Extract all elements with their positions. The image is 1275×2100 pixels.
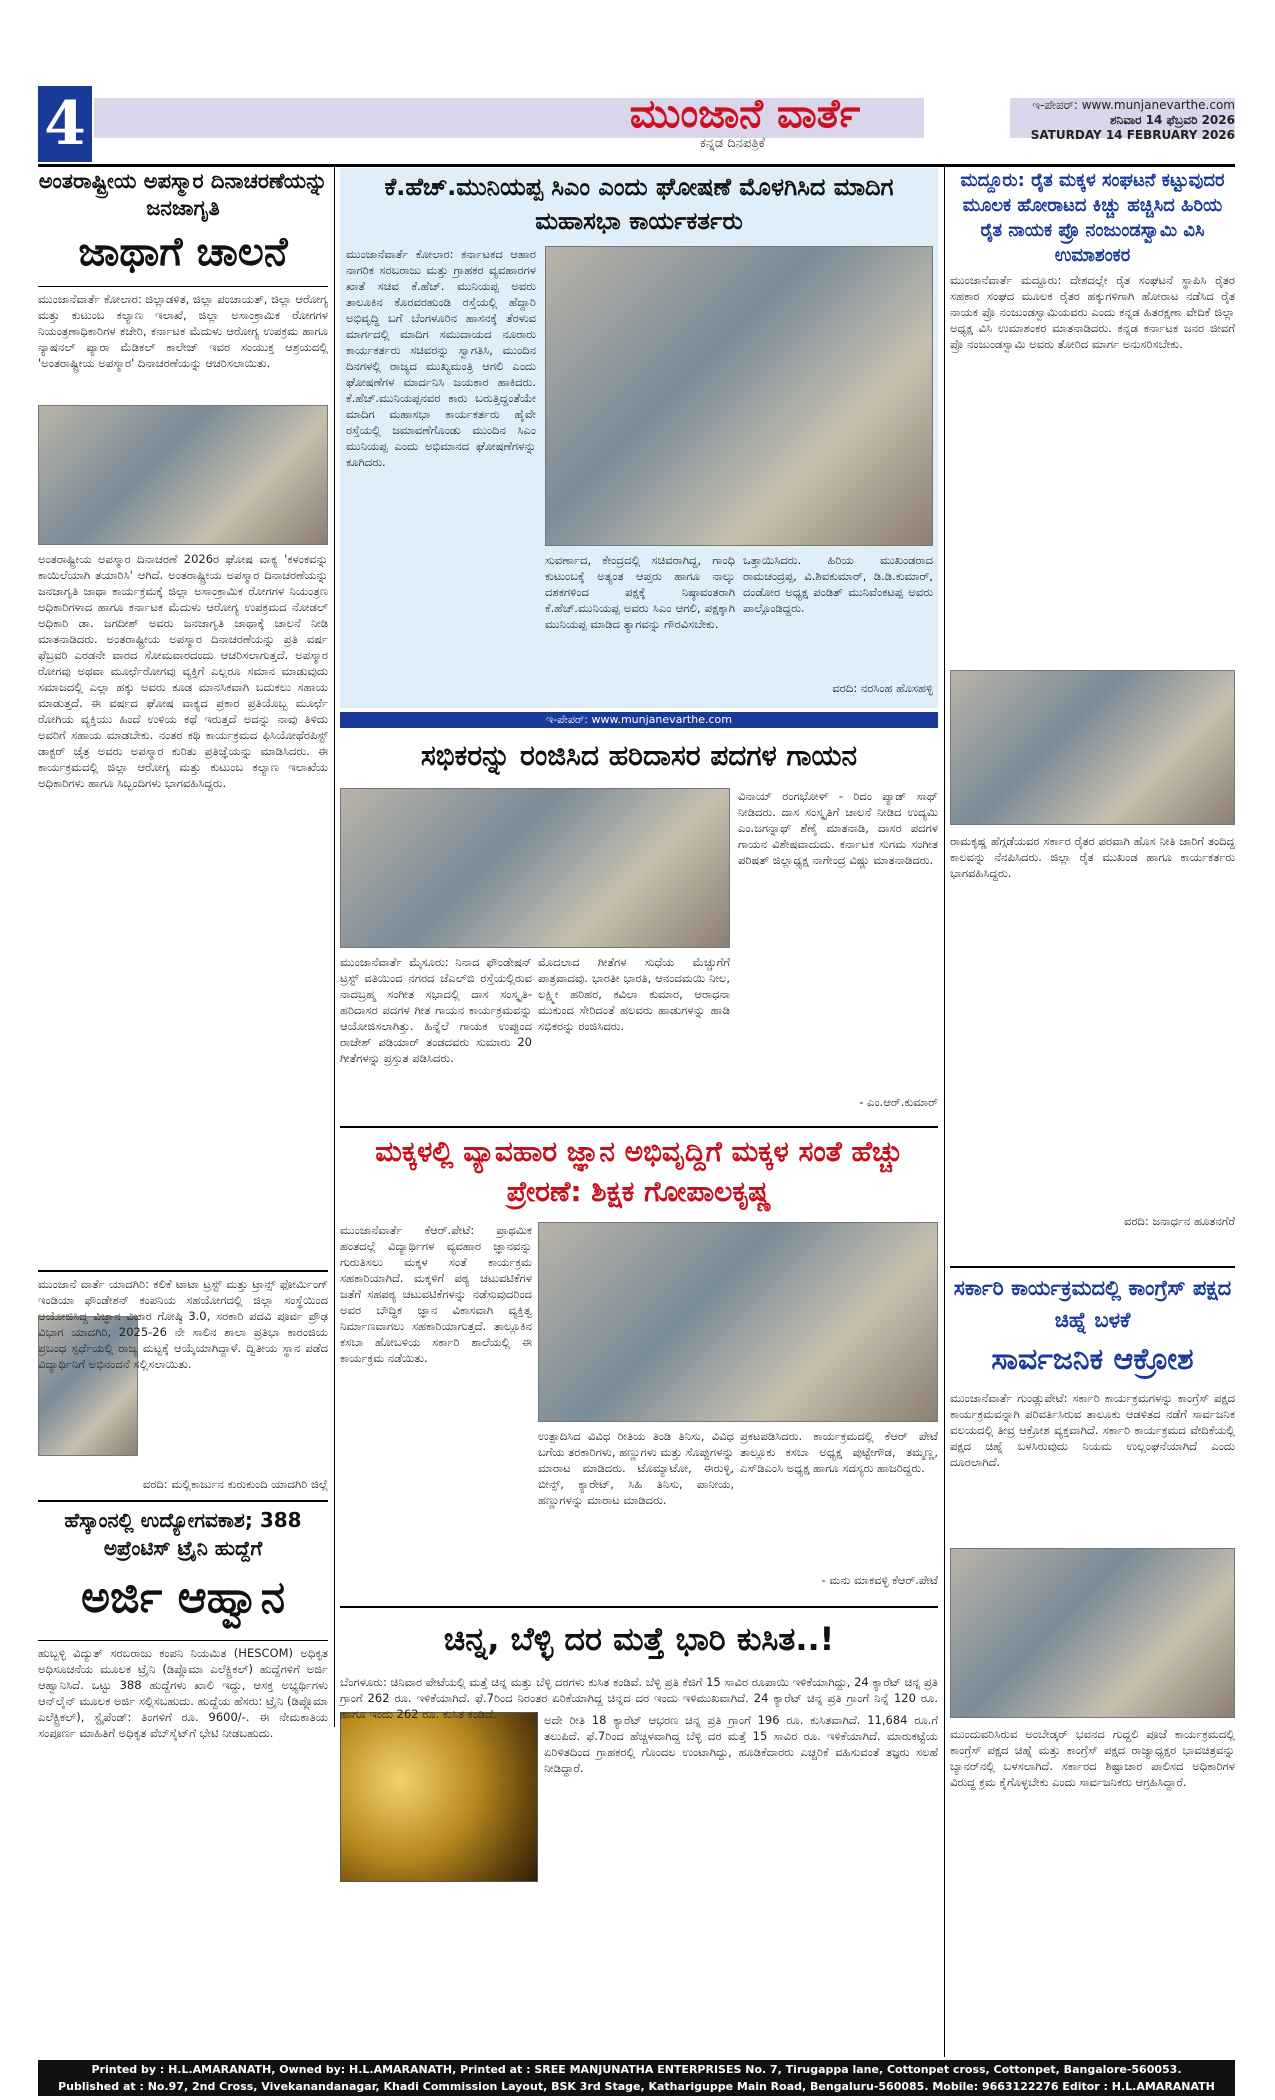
haridasa-photo	[340, 788, 730, 948]
farmers-article	[950, 168, 1235, 1248]
congress-headline-big: ಸಾರ್ವಜನಿಕ ಆಕ್ರೋಶ	[991, 1342, 1194, 1377]
student-article	[38, 1276, 328, 1496]
shikshaka-body: ಮುಂಜಾನೆವಾರ್ತೆ ಕೆಆರ್.ಪೇಟೆ: ಪ್ರಾಥಮಿಕ ಹಂತದಲ್ಲೆ ವಿದ್ಯಾರ್ಥಿಗಳ ವ್ಯವಹಾರ ಜ್ಞಾನವನ್ನು ಗುರುತಿಸಲು ಮಕ್ಕಳ ಸಂತೆ ಕಾರ್ಯಕ್ರಮ ಸಹಕಾರಿಯಾಗಿದೆ. ಮಕ್ಕಳಿಗೆ ಪಠ್ಯ ಚಟುವಟಿಕೆಗಳ ಜತೆಗೆ ಸಹಪಠ್ಯ ಚಟುವಟಿಕೆಗಳನ್ನು ನಡೆಸುವುದರಿಂದ ಅವರ ಬೌದ್ಧಿಕ ಜ್ಞಾನ ವಿಕಾಸವಾಗಿ ವ್ಯಕ್ತಿತ್ವ ನಿರ್ಮಾಣವಾಗಲು ಸಹಕಾರಿಯಾಗುತ್ತದೆ. ತಾಲ್ಲೂಕಿನ ಕಸಬಾ ಹೋಬಳಿಯ ಸರ್ಕಾರಿ ಶಾಲೆಯಲ್ಲಿ ಈ ಕಾರ್ಯಕ್ರಮ ನಡೆಯಿತು.	[340, 1223, 532, 1365]
madiga-reporter: ವರದಿ: ನರಸಿಂಹ ಹೊಸಹಳ್ಳಿ	[832, 681, 933, 695]
epilepsy-rule	[38, 286, 328, 287]
footer-line-2: Published at : No.97, 2nd Cross, Vivekanandanagar, Khadi Commission Layout, BSK 3rd Stage, Kathariguppe Main Road, Bengaluru-560085. Mobile: 9663122276 Editor : H.L.AMARANATH	[58, 2080, 1215, 2093]
student-reporter: ವರದಿ: ಮಲ್ಲಿಕಾರ್ಜುನ ಕುರುಕುಂದಿ ಯಾದಗಿರಿ ಜಿಲ್ಲೆ	[142, 1477, 328, 1491]
student-body: ಮುಂಜಾನೆ ವಾರ್ತೆ ಯಾದಗಿರಿ: ಕಲಿಕೆ ಟಾಟಾ ಟ್ರಸ್ಟ್ ಮತ್ತು ಟ್ರಾನ್ಸ್ ಫೋರ್ಮಿಂಗ್ ಇಂಡಿಯಾ ಫೌಂಡೇಶನ್ ಕಂಪನಿಯ ಸಹಯೋಗದಲ್ಲಿ ಜಿಲ್ಲಾ ಸಂಸ್ಥೆಯಿಂದ ಆಯೋಜಿಸಿದ್ದ ವಿಜ್ಞಾನ ವಿಚಾರ ಗೋಷ್ಠಿ 3.0, ಸರಕಾರಿ ಪದವಿ ಪೂರ್ವ ಪ್ರೌಢ ವಿಭಾಗ ಯಾದಗಿರಿ, 2025-26 ನೇ ಸಾಲಿನ ಶಾಲಾ ಪ್ರತಿಭಾ ಕಾರಂಜಿಯ ಪ್ರಬಂಧ ಸ್ಪರ್ಧೆಯಲ್ಲಿ ರಾಜ್ಯ ಮಟ್ಟಕ್ಕೆ ಆಯ್ಕೆಯಾಗಿದ್ದಾಳೆ. ದ್ವಿತೀಯ ಸ್ಥಾನ ಪಡೆದ ವಿದ್ಯಾರ್ಥಿನಿಗೆ ಅಭಿನಂದನೆ ಸಲ್ಲಿಸಲಾಯಿತು.	[38, 1277, 328, 1371]
haridasa-headline: ಸಭಿಕರನ್ನು ರಂಜಿಸಿದ ಹರಿದಾಸರ ಪದಗಳ ಗಾಯನ	[420, 739, 858, 772]
right-rule-1	[950, 1266, 1235, 1268]
farmers-body: ಮುಂಜಾನೆವಾರ್ತೆ ಮದ್ದೂರು: ದೇಶದಲ್ಲೇ ರೈತ ಸಂಘಟನೆ ಸ್ಥಾಪಿಸಿ ರೈತರ ಸಹಕಾರ ಸಂಘದ ಮೂಲಕ ರೈತರ ಹಕ್ಕುಗಳಿಗಾಗಿ ಹೋರಾಟ ನಡೆಸಿದ ರೈತ ನಾಯಕ ಪ್ರೊ ನಂಜುಂಡಸ್ವಾಮಿಯವರು ಎಂದು ಕನ್ನಡ ಹಿತರಕ್ಷಣಾ ವೇದಿಕೆ ಜಿಲ್ಲಾ ಅಧ್ಯಕ್ಷ ವಿಸಿ ಉಮಾಶಂಕರ ಮಾತನಾಡಿದರು. ಕನ್ನಡ ಕರ್ನಾಟಕ ಜನರ ಜೀವಗೆ ಪ್ರೊ ನಂಜುಂಡಸ್ವಾಮಿ ಅವರು ತೋರಿದ ಮಾರ್ಗ ಅನುಸರಿಸಬೇಕು.	[950, 273, 1235, 351]
haridasa-body: ಮುಂಜಾನೆವಾರ್ತೆ ಮೈಸೂರು: ನಿನಾದ ಫೌಂಡೇಷನ್ ಟ್ರಸ್ಟ್ ವತಿಯಿಂದ ನಗರದ ಜೆಎಲ್‌ಬಿ ರಸ್ತೆಯಲ್ಲಿರುವ ನಾದಬ್ರಹ್ಮ ಸಂಗೀತ ಸಭಾದಲ್ಲಿ ದಾಸ ಸಂಸ್ಕೃತಿ-ಹರಿದಾಸರ ಪದಗಳ ಗೀತ ಗಾಯನ ಕಾರ್ಯಕ್ರಮವನ್ನು ಆಯೋಜಿಸಲಾಗಿತ್ತು. ಹಿನ್ನೆಲೆ ಗಾಯಕ ಉಪ್ಪುಂದ ರಾಜೇಶ್ ಪಡಿಯಾರ್ ತಂಡದವರು ಸುಮಾರು 20 ಗೀತೆಗಳನ್ನು ಪ್ರಸ್ತುತ ಪಡಿಸಿದರು.	[340, 955, 532, 1065]
epaper-tag: ಇ-ಪೇಪರ್: www.munjanevarthe.com	[340, 712, 938, 728]
farmers-headline: ಮದ್ದೂರು: ರೈತ ಮಕ್ಕಳ ಸಂಘಟನೆ ಕಟ್ಟುವುದರ ಮೂಲಕ ಹೋರಾಟದ ಕಿಚ್ಚು ಹಚ್ಚಿಸಿದ ಹಿರಿಯ ರೈತ ನಾಯಕ ಪ್ರೊ ನಂಜುಂಡಸ್ವಾಮಿ ವಿಸಿ ಉಮಾಶಂಕರ	[960, 170, 1225, 266]
gold-body-cont: ಅದೇ ರೀತಿ 18 ಕ್ಯಾರೆಟ್ ಆಭರಣ ಚಿನ್ನ ಪ್ರತಿ ಗ್ರಾಂಗೆ 196 ರೂ. ಕುಸಿತವಾಗಿದೆ. 11,684 ರೂ.ಗೆ ತಲುಪಿದೆ. ಫೆ.7ರಿಂದ ಹೆಚ್ಚಳವಾಗಿದ್ದ ಬೆಳ್ಳಿ ದರ ಮತ್ತೆ 15 ಸಾವಿರ ರೂ. ಇಳಿಕೆಯಾಗಿದೆ. ಮಾರುಕಟ್ಟೆಯ ಏರಿಳಿತದಿಂದ ಗ್ರಾಹಕರಲ್ಲಿ ಗೊಂದಲ ಉಂಟಾಗಿದ್ದು, ಹೂಡಿಕೆದಾರರು ಎಚ್ಚರಿಕೆ ವಹಿಸುವಂತೆ ತಜ್ಞರು ಸಲಹೆ ನೀಡಿದ್ದಾರೆ.	[544, 1713, 938, 1775]
haridasa-article	[340, 732, 938, 1122]
madiga-photo	[545, 246, 933, 546]
madiga-article	[340, 168, 938, 708]
epilepsy-body: ಮುಂಜಾನೆವಾರ್ತೆ ಕೋಲಾರ: ಜಿಲ್ಲಾಡಳಿತ, ಜಿಲ್ಲಾ ಪಂಚಾಯತ್, ಜಿಲ್ಲಾ ಆರೋಗ್ಯ ಮತ್ತು ಕುಟುಂಬ ಕಲ್ಯಾಣ ಇಲಾಖೆ, ಜಿಲ್ಲಾ ಅಸಾಂಕ್ರಾಮಿಕ ರೋಗಗಳ ನಿಯಂತ್ರಣಾಧಿಕಾರಿಗಳ ಕಚೇರಿ, ಕರ್ನಾಟಕ ಮೆದುಳು ಆರೋಗ್ಯ ಉಪಕ್ರಮ ಹಾಗೂ ನ್ಯಾಷನಲ್ ಪ್ಯಾರಾ ಮೆಡಿಕಲ್ ಕಾಲೇಜ್ ಇವರ ಸಂಯುಕ್ತ ಆಶ್ರಯದಲ್ಲಿ 'ಅಂತರಾಷ್ಟ್ರೀಯ ಅಪಸ್ಮಾರ' ದಿನಾಚರಣೆಯನ್ನು ಆಚರಿಸಲಾಯಿತು.	[38, 292, 328, 370]
haridasa-body-3: ವಿನಾಯ್ ರಂಗಭೋಳ್ - ರಿದಂ ಪ್ಯಾಡ್ ಸಾಥ್ ನೀಡಿದರು. ದಾಸ ಸಂಸ್ಕೃತಿಗೆ ಚಾಲನೆ ನೀಡಿದ ಉದ್ಯಮಿ ಎಂ.ಜಗನ್ನಾಥ್ ಶೆಣೈ ಮಾತನಾಡಿ, ದಾಸರ ಪದಗಳ ಗಾಯನ ವಿಶೇಷವಾದುದು. ಕರ್ನಾಟಕ ಸುಗಮ ಸಂಗೀತ ಪರಿಷತ್ ಜಿಲ್ಲಾಧ್ಯಕ್ಷ ನಾಗೇಂದ್ರ ವಿಷ್ಣು ಮಾತನಾಡಿದರು.	[738, 789, 938, 867]
farmers-photo	[950, 670, 1235, 825]
masthead-subtitle: ಕನ್ನಡ ದಿನಪತ್ರಿಕೆ	[700, 136, 766, 151]
congress-photo	[950, 1548, 1235, 1718]
hescom-rule	[38, 1640, 328, 1641]
congress-article	[950, 1272, 1235, 2057]
congress-headline: ಸರ್ಕಾರಿ ಕಾರ್ಯಕ್ರಮದಲ್ಲಿ ಕಾಂಗ್ರೆಸ್ ಪಕ್ಷದ ಚಿಹ್ನೆ ಬಳಕೆ	[953, 1276, 1232, 1332]
farmers-reporter: ವರದಿ: ಜನಾರ್ಧನ ಹೂತನಗೆರೆ	[1123, 1214, 1235, 1228]
center-rule-2	[340, 1606, 938, 1608]
header-date-kannada: ಶನಿವಾರ 14 ಫೆಬ್ರವರಿ 2026	[1109, 113, 1235, 127]
gold-photo	[340, 1712, 538, 1882]
hescom-headline: ಹೆಸ್ಕಾಂನಲ್ಲಿ ಉದ್ಯೋಗವಕಾಶ; 388 ಅಪ್ರೆಂಟಿಸ್ ಟ್ರೈನಿ ಹುದ್ದೆಗೆ	[64, 1508, 302, 1560]
shikshaka-article	[340, 1132, 938, 1602]
haridasa-body-2: ಮೊದಲಾದ ಗೀತೆಗಳ ಸುಧೆಯ ಮೆಚ್ಚುಗೆಗೆ ಪಾತ್ರವಾದವು. ಭಾರತೀ ಭಾರತಿ, ಆನಂದಮಯಿ ನೀಲ, ಲಕ್ಷ್ಮೀ ಹರಿಹರ, ಕವಿಲಾ ಕುಮಾರ, ಆರಾಧನಾ ಮುಕುಂದ ಸೇರಿದಂತೆ ಹಲವರು ಹಾಡುಗಳನ್ನು ಹಾಡಿ ಸಭಿಕರನ್ನು ರಂಜಿಸಿದರು.	[538, 955, 730, 1033]
gold-headline: ಚಿನ್ನ, ಬೆಳ್ಳಿ ದರ ಮತ್ತೆ ಭಾರಿ ಕುಸಿತ..!	[443, 1620, 835, 1658]
col-divider-1	[334, 167, 335, 1727]
header-date-english: SATURDAY 14 FEBRUARY 2026	[1030, 128, 1235, 142]
gold-body: ಬೆಂಗಳೂರು: ಚಿನಿವಾರ ಪೇಟೆಯಲ್ಲಿ ಮತ್ತೆ ಚಿನ್ನ ಮತ್ತು ಬೆಳ್ಳಿ ದರಗಳು ಕುಸಿತ ಕಂಡಿವೆ. ಬೆಳ್ಳಿ ಪ್ರತಿ ಕೆಜಿಗೆ 15 ಸಾವಿರ ರೂಪಾಯಿ ಇಳಿಕೆಯಾಗಿದ್ದು, 24 ಕ್ಯಾರೆಟ್ ಚಿನ್ನ ಪ್ರತಿ ಗ್ರಾಂಗೆ 262 ರೂ. ಇಳಿಕೆಯಾಗಿದೆ. ಫೆ.7ರಿಂದ ನಿರಂತರ ಏರಿಕೆಯಾಗಿದ್ದ ಚಿನ್ನದ ದರ ಇಂದು ಇಳಿಮುಖವಾಗಿದೆ. 24 ಕ್ಯಾರೆಟ್ ಚಿನ್ನ ಪ್ರತಿ ಗ್ರಾಂಗೆ ನಿನ್ನೆ 120 ರೂ. ಹಾಗೂ ಇಂದು 262 ರೂ. ಕುಸಿತ ಕಂಡಿದೆ.	[340, 1675, 938, 1721]
haridasa-reporter: - ಎಂ.ಆರ್.ಕುಮಾರ್	[859, 1095, 938, 1109]
hescom-headline-big: ಅರ್ಜಿ ಆಹ್ವಾನ	[80, 1572, 286, 1623]
epilepsy-headline-big: ಜಾಥಾಗೆ ಚಾಲನೆ	[78, 229, 288, 275]
epilepsy-photo	[38, 405, 328, 545]
left-rule-1	[38, 1270, 328, 1272]
shikshaka-body-3: ಪ್ರಕಟಪಡಿಸಿದರು. ಕಾರ್ಯಕ್ರಮದಲ್ಲಿ ಕೆಆರ್ ಪೇಟೆ ತಾಲ್ಲೂಕು ಕಸಬಾ ಅಧ್ಯಕ್ಷ ಪುಟ್ಟೇಗೌಡ, ತಮ್ಮಣ್ಣ, ಎಸ್‌ಡಿಎಂಸಿ ಅಧ್ಯಕ್ಷ ಹಾಗೂ ಸದಸ್ಯರು ಹಾಜರಿದ್ದರು.	[740, 1429, 938, 1475]
page-number: 4	[38, 86, 92, 162]
gold-article	[340, 1612, 938, 2052]
shikshaka-reporter: - ಮನು ಮಾಕವಳ್ಳಿ ಕೆಆರ್.ಪೇಟೆ	[821, 1573, 938, 1587]
header-website: ಇ-ಪೇಪರ್: www.munjanevarthe.com	[1032, 98, 1235, 112]
col-divider-2	[944, 167, 945, 2057]
header-info	[935, 98, 1235, 143]
farmers-body-2: ರಾಮಕೃಷ್ಣ ಹೆಗ್ಗಡೆಯವರ ಸರ್ಕಾರ ರೈತರ ಪರವಾಗಿ ಹೊಸ ನೀತಿ ಜಾರಿಗೆ ತಂದಿದ್ದ ಕಾಲವನ್ನು ನೆನಪಿಸಿದರು. ಜಿಲ್ಲಾ ರೈತ ಮುಖಂಡ ಹಾಗೂ ಕಾರ್ಯಕರ್ತರು ಭಾಗವಹಿಸಿದ್ದರು.	[950, 834, 1235, 880]
shikshaka-body-2: ಉತ್ಪಾದಿಸಿದ ವಿವಿಧ ರೀತಿಯ ತಿಂಡಿ ತಿನಿಸು, ವಿವಿಧ ಬಗೆಯ ತರಕಾರಿಗಳು, ಹಣ್ಣುಗಳು ಮತ್ತು ಸೊಪ್ಪುಗಳನ್ನು ಮಾರಾಟ ಮಾಡಿದರು. ಟೊಮ್ಯಾಟೋ, ಈರುಳ್ಳಿ, ಬೀನ್ಸ್, ಕ್ಯಾರೇಟ್, ಸಿಹಿ ತಿನಿಸು, ಪಾನೀಯ, ಹಣ್ಣುಗಳನ್ನು ಮಾರಾಟ ಮಾಡಿದರು.	[538, 1429, 734, 1507]
shikshaka-headline: ಮಕ್ಕಳಲ್ಲಿ ವ್ಯಾವಹಾರ ಜ್ಞಾನ ಅಭಿವೃದ್ದಿಗೆ ಮಕ್ಕಳ ಸಂತೆ ಹೆಚ್ಚು ಪ್ರೇರಣೆ: ಶಿಕ್ಷಕ ಗೋಪಾಲಕೃಷ್ಣ	[375, 1135, 903, 1208]
footer-line-1: Printed by : H.L.AMARANATH, Owned by: H.L.AMARANATH, Printed at : SREE MANJUNATHA ENTERPRISES No. 7, Tirugappa lane, Cottonpet cross, Cottonpet, Bangalore-560053.	[91, 2063, 1182, 2076]
hescom-article	[38, 1506, 328, 2056]
epilepsy-body-2: ಅಂತರಾಷ್ಟ್ರೀಯ ಅಪಸ್ಮಾರ ದಿನಾಚರಣೆ 2026ರ ಘೋಷ ವಾಕ್ಯ 'ಕಳಂಕವನ್ನು ಕಾಯಿಲೆಯಾಗಿ ತಯಾರಿಸಿ' ಆಗಿದೆ. ಅಂತರಾಷ್ಟ್ರೀಯ ಅಪಸ್ಮಾರ ದಿನಾಚರಣೆಯನ್ನು ಜನಜಾಗೃತಿ ಜಾಥಾ ಕಾರ್ಯಕ್ರಮಕ್ಕೆ ಜಿಲ್ಲಾ ಅಸಾಂಕ್ರಾಮಿಕ ರೋಗಗಳ ನಿಯಂತ್ರಣ ಅಧಿಕಾರಿಗಳಾದ ಹಾಗೂ ಕರ್ನಾಟಕ ಮೆದುಳು ಆರೋಗ್ಯ ಉಪಕ್ರಮದ ನೋಡಲ್ ಅಧಿಕಾರಿ ಡಾ. ಜಗದೀಶ್ ಅವರು ಜನಜಾಗೃತಿ ಜಾಥಾಕ್ಕೆ ಚಾಲನೆ ನೀಡಿ ಮಾತನಾಡಿದರು. ಅಂತರಾಷ್ಟ್ರೀಯ ಅಪಸ್ಮಾರ ದಿನಾಚರಣೆಯನ್ನು ಪ್ರತಿ ವರ್ಷ ಫೆಬ್ರವರಿ ಎರಡನೇ ವಾರದ ಸೋಮವಾರದಂದು ಆಚರಿಸಲಾಗುತ್ತದೆ. ಅಪಸ್ಮಾರ ರೋಗವು ಅಥವಾ ಮೂರ್ಛೆರೋಗವು ವ್ಯಕ್ತಿಗೆ ಎಲ್ಲರೂ ಸಮಾನ ಮಾಡುವುದು ಸಮಾಜದಲ್ಲಿ ಎಲ್ಲಾ ಹಕ್ಕು ಅವರು ಕೂಡ ಮಾನಸಿಕವಾಗಿ ಬದುಕಲು ಸಹಾಯ ಮಾಡುತ್ತದೆ. ಈ ವರ್ಷದ ಘೋಷ ವಾಕ್ಯದ ಪ್ರಕಾರ ಪ್ರತಿಯೊಬ್ಬ ಮೂರ್ಛೆ ರೋಗಿಯ ವ್ಯಕ್ತಿಯು ಹಿಂದೆ ಉಳಿಯ ಕಥೆ ಇರುತ್ತದೆ ಅದನ್ನು ನಾವು ತಿಳಿದು ಅವರಿಗೆ ಸಹಾಯ ಮಾಡಬೇಕು. ನಂತರ ಕಥಿ ಕಾರ್ಯಕ್ರಮದ ಫಿಸಿಯೋಥೆರಪಿಸ್ಟ್ ಡಾಕ್ಟರ್ ಚೈತ್ರ ಅವರು ಅಪಸ್ಮಾರ ಕುರಿತು ಪ್ರತಿಜ್ಞೆಯನ್ನು ಮಾಡಿಸಿದರು. ಈ ಕಾರ್ಯಕ್ರಮದಲ್ಲಿ ಜಿಲ್ಲಾ ಆರೋಗ್ಯ ಮತ್ತು ಕುಟುಂಬ ಕಲ್ಯಾಣ ಇಲಾಖೆಯ ಅಧಿಕಾರಿಗಳು ಹಾಗೂ ಸಿಬ್ಬಂದಿಗಳು ಭಾಗವಹಿಸಿದ್ದರು.	[38, 552, 328, 790]
center-rule-1	[340, 1126, 938, 1128]
left-rule-2	[38, 1500, 328, 1502]
madiga-body: ಮುಂಜಾನೆವಾರ್ತೆ ಕೋಲಾರ: ಕರ್ನಾಟಕದ ಆಹಾರ ನಾಗರಿಕ ಸರಬರಾಜು ಮತ್ತು ಗ್ರಾಹಕರ ವ್ಯವಹಾರಗಳ ಖಾತೆ ಸಚಿವ ಕೆ.ಹೆಚ್. ಮುನಿಯಪ್ಪ ಅವರು ತಾಲೂಕಿನ ಕೊರವರಹುಂಡಿ ರಸ್ತೆಯಲ್ಲಿ ಹೆದ್ದಾರಿ ಅಭಿವೃದ್ಧಿ ಬಗೆ ಬೆಂಗಳೂರಿನ ಹಾಸನಕ್ಕೆ ತೆರಳುವ ಮಾರ್ಗದಲ್ಲಿ ಮಾದಿಗ ಸಮುದಾಯದ ನೂರಾರು ಕಾರ್ಯಕರ್ತರು ಸಚಿವರನ್ನು ಸ್ವಾಗತಿಸಿ, ಮುಂದಿನ ದಿನಗಳಲ್ಲಿ ರಾಜ್ಯದ ಮುಖ್ಯಮಂತ್ರಿ ಆಗಲಿ ಎಂದು ಘೋಷಣೆಗಳ ಮಾರ್ದನಿಸಿ ಜಯಕಾರ ಹಾಕಿದರು. ಕೆ.ಹೆಚ್.ಮುನಿಯಪ್ಪನವರ ಕಾರು ಬರುತ್ತಿದ್ದಂತೆಯೇ ಮಾದಿಗ ಮಹಾಸಭಾ ಕಾರ್ಯಕರ್ತರು ಹೈವೇ ರಸ್ತೆಯಲ್ಲಿ ಜಮಾವಣೆಗೊಂಡು ಮುಂದಿನ ಸಿಎಂ ಮುನಿಯಪ್ಪ ಎಂದು ಅಭಿಮಾನದ ಘೋಷಣೆಗಳನ್ನು ಕೂಗಿದರು.	[346, 247, 536, 469]
congress-body: ಮುಂಜಾನೆವಾರ್ತೆ ಗುಂಡ್ಲುಪೇಟೆ: ಸರ್ಕಾರಿ ಕಾರ್ಯಕ್ರಮಗಳನ್ನು ಕಾಂಗ್ರೆಸ್ ಪಕ್ಷದ ಕಾರ್ಯಕ್ರಮವನ್ನಾಗಿ ಪರಿವರ್ತಿಸಿರುವ ತಾಲೂಕು ಆಡಳಿತದ ನಡೆಗೆ ಸಾರ್ವಜನಿಕ ವಲಯದಲ್ಲಿ ತೀವ್ರ ಆಕ್ರೋಶ ವ್ಯಕ್ತವಾಗಿದೆ. ಸರ್ಕಾರಿ ಕಾರ್ಯಕ್ರಮದ ವೇದಿಕೆಯಲ್ಲಿ ಪಕ್ಷದ ಚಿಹ್ನೆ ಬಳಸಿರುವುದು ನಿಯಮ ಉಲ್ಲಂಘನೆಯಾಗಿದೆ ಎಂದು ದೂರಲಾಗಿದೆ.	[950, 1391, 1235, 1469]
madiga-body-2: ಸುವರ್ಣಾದ, ಕೇಂದ್ರದಲ್ಲಿ ಸಚಿವರಾಗಿದ್ದ, ಗಾಂಧಿ ಕುಟುಂಬಕ್ಕೆ ಅತ್ಯಂತ ಆಪ್ತರು ಹಾಗೂ ನಾಲ್ಕು ದಶಕಗಳಿಂದ ಪಕ್ಷಕ್ಕೆ ನಿಷ್ಠಾವಂತರಾಗಿ ಕೆ.ಹೆಚ್.ಮುನಿಯಪ್ಪ ಅವರು ಸಿಎಂ ಆಗಲಿ, ಪಕ್ಷಕ್ಕಾಗಿ ಮುನಿಯಪ್ಪ ಮಾಡಿದ ತ್ಯಾಗವನ್ನು ಗೌರವಿಸಬೇಕು.	[545, 553, 735, 631]
masthead-title: ಮುಂಜಾನೆ ವಾರ್ತೆ	[629, 90, 861, 137]
hescom-body: ಹುಬ್ಬಳ್ಳಿ ವಿದ್ಯುತ್ ಸರಬರಾಜು ಕಂಪನಿ ನಿಯಮಿತ (HESCOM) ಅಧಿಕೃತ ಅಧಿಸೂಚನೆಯ ಮೂಲಕ ಟ್ರೈನಿ (ಡಿಪ್ಲೊಮಾ ಎಲೆಕ್ಟ್ರಿಕಲ್) ಹುದ್ದೆಗಳಿಗೆ ಅರ್ಜಿ ಆಹ್ವಾನಿಸಿದೆ. ಒಟ್ಟು 388 ಹುದ್ದೆಗಳು ಖಾಲಿ ಇದ್ದು, ಆಸಕ್ತ ಅಭ್ಯರ್ಥಿಗಳು ಆನ್‌ಲೈನ್ ಮೂಲಕ ಅರ್ಜಿ ಸಲ್ಲಿಸಬಹುದು. ಹುದ್ದೆಯ ಹೆಸರು: ಟ್ರೈನಿ (ಡಿಪ್ಲೊಮಾ ಎಲೆಕ್ಟ್ರಿಕಲ್), ಸ್ಟೈಪೆಂಡ್: ತಿಂಗಳಿಗೆ ರೂ. 9600/-. ಈ ನೇಮಕಾತಿಯ ಸಂಪೂರ್ಣ ಮಾಹಿತಿಗೆ ಅಧಿಕೃತ ವೆಬ್‌ಸೈಟ್‌ಗೆ ಭೇಟಿ ನೀಡಬಹುದು.	[38, 1646, 328, 1740]
epilepsy-article	[38, 168, 328, 1268]
shikshaka-photo	[538, 1222, 938, 1422]
top-rule	[38, 164, 1235, 167]
madiga-headline: ಕೆ.ಹೆಚ್.ಮುನಿಯಪ್ಪ ಸಿಎಂ ಎಂದು ಘೋಷಣೆ ಮೊಳಗಿಸಿದ ಮಾದಿಗ ಮಹಾಸಭಾ ಕಾರ್ಯಕರ್ತರು	[384, 173, 894, 235]
epilepsy-headline: ಅಂತರಾಷ್ಟ್ರೀಯ ಅಪಸ್ಮಾರ ದಿನಾಚರಣೆಯನ್ನು ಜನಜಾಗೃತಿ	[38, 169, 328, 220]
congress-body-2: ಮುಂದುವರಿಸಿರುವ ಅಂಬೇಡ್ಕರ್ ಭವನದ ಗುದ್ದಲಿ ಪೂಜೆ ಕಾರ್ಯಕ್ರಮದಲ್ಲಿ ಕಾಂಗ್ರೆಸ್ ಪಕ್ಷದ ಚಿಹ್ನೆ ಮತ್ತು ಕಾಂಗ್ರೆಸ್ ಪಕ್ಷದ ರಾಜ್ಯಾಧ್ಯಕ್ಷರ ಭಾವಚಿತ್ರವನ್ನು ಬ್ಯಾನರ್‌ನಲ್ಲಿ ಬಳಸಲಾಗಿದೆ. ಸರ್ಕಾರದ ಶಿಷ್ಟಾಚಾರ ಪಾಲಿಸದ ಅಧಿಕಾರಿಗಳ ವಿರುದ್ಧ ಕ್ರಮ ಕೈಗೊಳ್ಳಬೇಕು ಎಂದು ಸಾರ್ವಜನಿಕರು ಆಗ್ರಹಿಸಿದ್ದಾರೆ.	[950, 1727, 1235, 1789]
footer-imprint	[38, 2060, 1235, 2096]
madiga-body-3: ಒತ್ತಾಯಿಸಿದರು. ಹಿರಿಯ ಮುಖಂಡರಾದ ರಾಮಚಂದ್ರಪ್ಪ, ವಿ.ಶಿವಕುಮಾರ್, ಡಿ.ಡಿ.ಕುಮಾರ್, ದಂಡೋರ ಅಧ್ಯಕ್ಷ ಪಂಡಿತ್ ಮುನಿವೆಂಕಟಪ್ಪ ಅವರು ಪಾಲ್ಗೊಂಡಿದ್ದರು.	[743, 553, 933, 615]
